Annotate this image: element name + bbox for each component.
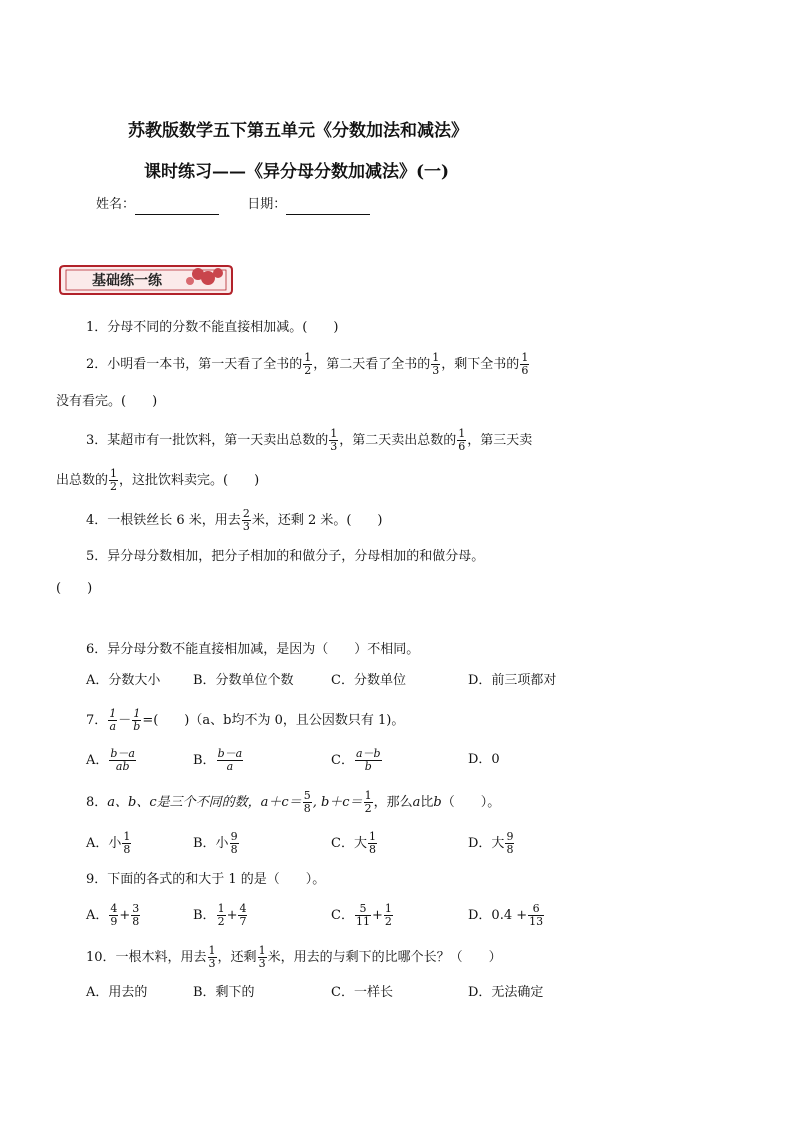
den: a <box>109 720 117 733</box>
q2-text-b: ，第二天看了全书的 <box>313 357 431 372</box>
question-10 <box>86 945 502 970</box>
q2-fraction-third <box>431 352 440 377</box>
q8-text-b: a、b、c是三个不同的数， <box>107 795 261 810</box>
name-blank[interactable] <box>135 200 219 215</box>
num: 1 <box>384 902 392 915</box>
label: A． <box>86 908 109 923</box>
q2-text-c: ，剩下全书的 <box>441 357 520 372</box>
den: b <box>133 720 141 733</box>
q8-b-fraction <box>230 831 239 856</box>
q8-eq-2: , b＋c＝ <box>312 795 363 810</box>
question-5: 5．异分母分数相加，把分子相加的和做分子，分母相加的和做分母。 <box>86 549 485 564</box>
q2-fraction-half <box>303 352 312 377</box>
num: 1 <box>110 467 118 480</box>
question-8 <box>86 790 500 815</box>
num: 5 <box>355 903 371 916</box>
den: 2 <box>217 915 225 928</box>
q6-option-b[interactable]: B．分数单位个数 <box>193 673 294 688</box>
q9-c-fraction-1 <box>355 903 371 928</box>
q8-fraction-half <box>364 790 373 815</box>
q9-a-fraction-2 <box>131 903 140 928</box>
q6-option-c[interactable]: C．分数单位 <box>331 673 406 688</box>
q7-c-fraction <box>355 748 382 773</box>
question-2-cont: 没有看完。( ) <box>56 394 158 409</box>
q8-text-d: 比 <box>420 795 434 810</box>
q3-text-c: ，第三天卖 <box>467 433 533 448</box>
den: 8 <box>303 802 311 815</box>
label: A．小 <box>86 836 122 851</box>
num: 6 <box>528 903 544 916</box>
q2-text-a: 2．小明看一本书，第一天看了全书的 <box>86 357 303 372</box>
num: 3 <box>132 902 140 915</box>
question-4 <box>86 508 383 533</box>
label: B． <box>193 753 216 768</box>
den: 3 <box>258 957 266 970</box>
num: 1 <box>368 830 376 843</box>
q10-option-c[interactable]: C．一样长 <box>331 985 393 1000</box>
q7-text-eq: =( )（a、b均不为 0，且公因数只有 1)。 <box>142 713 405 728</box>
q3-text-d: 出总数的 <box>56 473 109 488</box>
den: 3 <box>330 440 338 453</box>
q9-b-fraction-1 <box>217 903 226 928</box>
q8-option-a[interactable] <box>86 831 132 856</box>
den: 2 <box>364 802 372 815</box>
q10-option-a[interactable]: A．用去的 <box>86 985 148 1000</box>
den: 9 <box>110 915 118 928</box>
q9-option-b[interactable]: B． $\frac{1}{2}$ + $\frac{4}{7}$ <box>193 902 247 928</box>
num: 1 <box>217 902 225 915</box>
question-6: 6．异分母分数不能直接相加减，是因为（ ）不相同。 <box>86 642 420 657</box>
q7-option-d[interactable]: D．0 <box>468 752 500 767</box>
label: D．0.4 + <box>468 908 528 923</box>
den: 3 <box>432 364 440 377</box>
q8-option-b[interactable] <box>193 831 240 856</box>
q3-text-b: ，第二天卖出总数的 <box>339 433 457 448</box>
q10-option-d[interactable]: D．无法确定 <box>468 985 544 1000</box>
date-label: 日期： <box>247 197 287 212</box>
num: 9 <box>506 830 514 843</box>
den: 3 <box>208 957 216 970</box>
den: 8 <box>368 843 376 856</box>
num: 1 <box>521 351 529 364</box>
num: 5 <box>303 789 311 802</box>
q3-fraction-sixth <box>457 428 466 453</box>
q9-option-a[interactable]: A． $\frac{4}{9}$ + $\frac{3}{8}$ <box>86 902 140 928</box>
q8-d-fraction <box>505 831 514 856</box>
date-blank[interactable] <box>286 200 370 215</box>
den: 6 <box>458 440 466 453</box>
den: 8 <box>506 843 514 856</box>
num: 1 <box>364 789 372 802</box>
den: 7 <box>239 915 247 928</box>
den: 6 <box>521 364 529 377</box>
question-3-cont <box>56 468 259 493</box>
den: b <box>364 760 372 773</box>
question-5-cont: ( ) <box>56 581 93 596</box>
num: 4 <box>239 902 247 915</box>
question-1: 1．分母不同的分数不能直接相加减。( ) <box>86 320 339 335</box>
label: C． <box>331 908 354 923</box>
label: B． <box>193 908 216 923</box>
name-label: 姓名： <box>96 197 136 212</box>
question-3 <box>86 428 532 453</box>
num: 1 <box>432 351 440 364</box>
num: 1 <box>330 427 338 440</box>
q2-fraction-sixth <box>520 352 529 377</box>
q7-b-fraction <box>217 748 244 773</box>
q8-option-d[interactable] <box>468 831 515 856</box>
q6-option-a[interactable]: A．分数大小 <box>86 673 161 688</box>
title-line-1: 苏教版数学五下第五单元《分数加法和减法》 <box>128 121 468 141</box>
q9-option-c[interactable]: C． $\frac{5}{11}$ + $\frac{1}{2}$ <box>331 902 392 928</box>
banner-label: 基础练一练 <box>92 273 162 289</box>
den: 8 <box>123 843 131 856</box>
q7-fraction-one-b <box>132 708 141 733</box>
q10-fraction-third-2 <box>258 945 267 970</box>
label: D．大 <box>468 836 505 851</box>
q9-b-fraction-2 <box>238 903 247 928</box>
q3-fraction-third <box>329 428 338 453</box>
q8-var-a: a <box>412 795 421 810</box>
q8-text-e: （ ）。 <box>441 795 501 810</box>
num: 1 <box>133 707 141 720</box>
q7-text-pre: 7． <box>86 713 108 728</box>
q4-text-a: 4．一根铁丝长 6 米，用去 <box>86 513 241 528</box>
q9-a-fraction-1 <box>109 903 118 928</box>
q8-a-fraction <box>122 831 131 856</box>
num: 9 <box>230 830 238 843</box>
num: a－b <box>355 747 381 760</box>
q8-eq-1: a＋c＝ <box>260 795 302 810</box>
q4-text-b: 米，还剩 2 米。( ) <box>251 513 383 528</box>
q7-option-c[interactable] <box>331 748 383 773</box>
q9-d-fraction <box>528 903 544 928</box>
num: 1 <box>258 944 266 957</box>
den: 8 <box>230 843 238 856</box>
title-line-2: 课时练习——《异分母分数加减法》(一) <box>144 162 450 182</box>
den: 13 <box>529 915 544 928</box>
q3-text-a: 3．某超市有一批饮料，第一天卖出总数的 <box>86 433 329 448</box>
name-date-row <box>96 195 370 215</box>
q10-text-c: 米，用去的与剩下的比哪个长？（ ） <box>267 950 502 965</box>
section-banner <box>58 262 234 298</box>
den: 2 <box>304 364 312 377</box>
den: 2 <box>384 915 392 928</box>
den: ab <box>115 760 130 773</box>
q8-c-fraction <box>368 831 377 856</box>
question-2 <box>86 352 530 377</box>
num: b－a <box>110 747 135 760</box>
q7-fraction-one-a <box>108 708 117 733</box>
q8-text-a: 8． <box>86 795 108 810</box>
q6-option-d[interactable]: D．前三项都对 <box>468 673 557 688</box>
q10-text-b: ，还剩 <box>217 950 257 965</box>
num: 2 <box>242 507 250 520</box>
den: 3 <box>242 520 250 533</box>
q7-option-b[interactable] <box>193 748 244 773</box>
num: 1 <box>304 351 312 364</box>
den: a <box>226 760 234 773</box>
q10-fraction-third-1 <box>208 945 217 970</box>
q3-text-e: ，这批饮料卖完。( ) <box>119 473 260 488</box>
q7-a-fraction <box>109 748 136 773</box>
question-7: 7． $\frac{1}{a}$ － $\frac{1}{b}$ =( )（a、b均不为 0，且公因数只有 1)。 <box>86 707 405 733</box>
num: 1 <box>458 427 466 440</box>
q8-fraction-five-eighths <box>303 790 312 815</box>
question-9: 9．下面的各式的和大于 1 的是（ ）。 <box>86 872 326 887</box>
q7-option-a[interactable] <box>86 748 137 773</box>
num: 1 <box>208 944 216 957</box>
q8-text-c: ，那么 <box>373 795 413 810</box>
label: B．小 <box>193 836 229 851</box>
q9-c-fraction-2 <box>384 903 393 928</box>
q8-var-b: b <box>433 795 442 810</box>
q8-option-c[interactable] <box>331 831 378 856</box>
q3-fraction-half <box>109 468 118 493</box>
q10-option-b[interactable]: B．剩下的 <box>193 985 255 1000</box>
num: 1 <box>123 830 131 843</box>
den: 8 <box>132 915 140 928</box>
num: b－a <box>217 747 243 760</box>
label: A． <box>86 753 109 768</box>
label: C．大 <box>331 836 367 851</box>
q4-fraction-two-thirds <box>242 508 251 533</box>
den: 11 <box>355 915 370 928</box>
den: 2 <box>110 480 118 493</box>
num: 1 <box>109 707 117 720</box>
q10-text-a: 10．一根木料，用去 <box>86 950 207 965</box>
q9-option-d[interactable] <box>468 903 545 928</box>
label: C． <box>331 753 354 768</box>
num: 4 <box>110 902 118 915</box>
